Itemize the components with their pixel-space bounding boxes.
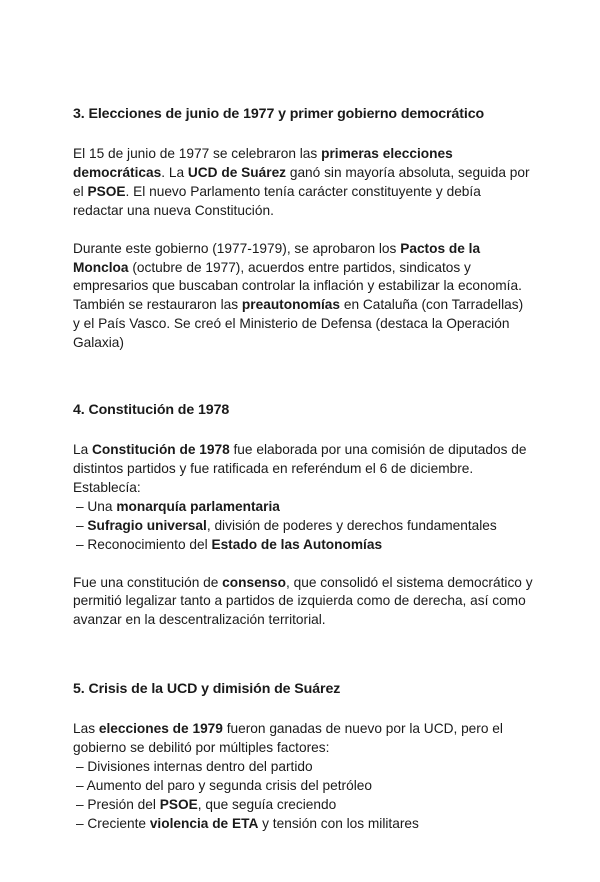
list-item: – Aumento del paro y segunda crisis del petróleo [76,777,372,793]
section-constitucion-1978 [73,400,533,630]
list-item: – Divisiones internas dentro del partido [76,759,313,775]
paragraph: El 15 de junio de 1977 se celebraron las primeras elecciones democráticas. La UCD de Suárez ganó sin mayoría absoluta, seguida por el PSOE. El nuevo Parlamento tenía carácter constituyente y debía redactar una nueva Constitución. [73,146,530,218]
list-item: – Creciente violencia de ETA y tensión con los militares [76,815,419,831]
document-body [73,104,533,882]
section-elecciones-1977 [73,104,533,353]
paragraph: La Constitución de 1978 fue elaborada por una comisión de diputados de distintos partidos y fue ratificada en referéndum el 6 de diciembre. Establecía: [73,442,527,495]
section-heading: 4. Constitución de 1978 [73,402,230,419]
list-item: – Reconocimiento del Estado de las Autonomías [76,536,383,552]
bullet-list [73,498,533,555]
list-item: – Sufragio universal, división de poderes y derechos fundamentales [76,517,497,533]
bullet-list [73,758,533,834]
paragraph: Durante este gobierno (1977-1979), se aprobaron los Pactos de la Moncloa (octubre de 1977), acuerdos entre partidos, sindicatos y empresarios que buscaban controlar la inflación y estabilizar la economía. También se restauraron las preautonomías en Cataluña (con Tarradellas) y el País Vasco. Se creó el Ministerio de Defensa (destaca la Operación Galaxia) [73,240,524,351]
paragraph: Fue una constitución de consenso, que consolidó el sistema democrático y permitió legalizar tanto a partidos de izquierda como de derecha, así como avanzar en la descentralización territorial. [73,574,533,628]
paragraph: Las elecciones de 1979 fueron ganadas de nuevo por la UCD, pero el gobierno se debilitó por múltiples factores: [73,721,503,756]
list-item: – Presión del PSOE, que seguía creciendo [76,796,337,812]
list-item: – Una monarquía parlamentaria [76,498,280,514]
section-heading: 3. Elecciones de junio de 1977 y primer gobierno democrático [73,106,485,122]
section-heading: 5. Crisis de la UCD y dimisión de Suárez [73,681,341,698]
section-crisis-ucd [73,679,533,833]
